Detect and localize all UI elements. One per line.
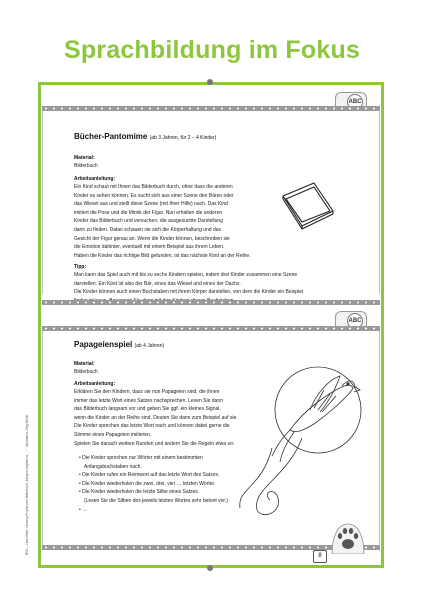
rule-item [79,488,228,497]
bullet-icon: • [79,480,81,487]
card1-material-label: Material: [74,155,95,161]
parrot-icon [232,338,368,520]
rule-text: Die Kinder wiederholen die zwei, drei, vier … letzten Wörter. [82,480,216,487]
bullet-icon: • [79,489,81,496]
rule-text: (Lesen Sie die Silben des jeweils letzten Wortes sehr betont vor.) [84,497,228,504]
rule-text: Die Kinder sprechen nur Wörter mit einem bestimmten [82,455,203,461]
card2-instructions [74,388,238,448]
rule-item [79,480,228,489]
rule-item [79,463,228,472]
text-line: Spielen Sie danach weitere Runden und ändern Sie die Regeln etwa so: [74,440,235,447]
card2-rules [79,454,228,514]
rule-item [79,471,228,480]
card1-bottom-strip [42,300,380,305]
card1-top-strip [42,106,380,111]
text-line: Ein Kind schaut mit Ihnen das Bilderbuch durch, ohne dass die anderen [74,184,233,190]
card1-material-value: Bilderbuch [74,163,98,169]
paw-print-icon [328,518,368,554]
text-line: immer das letzte Wort eines Satzes nachsprechen. Lesen Sie dann [74,397,223,404]
bullet-icon: • [79,506,81,513]
card2-title [74,340,164,349]
text-line: Man kann das Spiel auch mit bis zu sechs Kindern spielen, indem drei Kinder zusammen eine Szene [74,272,298,278]
text-line: Die Kinder können auch einen Buchstaben mit ihrem Körper darstellen, von dem die Kinder ein Beispiel [74,289,304,296]
text-line: darstellen. Ein Kind ist also der Bär, eines das Wiesel und eines der Dachs. [74,280,241,287]
text-line: Gesicht der Figur genau an. Wenn die Kinder können, beschreiben sie [74,235,230,242]
card1-instructions-label: Arbeitsanleitung: [74,176,116,182]
card1-title [74,132,216,141]
text-line: Haben die Kinder das richtige Bild gefunden, ist das nächste Kind an der Reihe. [74,252,251,259]
text-line: das Bilderbuch langsam vor und geben Sie ggf. ein kleines Signal, [74,406,221,413]
text-line: Erklären Sie den Kindern, dass sie nun Papageien sind, die ihnen [74,389,220,395]
text-line: Kinder es sehen können. Es sucht sich aus einer Szene den Bären oder [74,192,234,199]
text-line: das Wiesel aus und stellt diese Szene (mit Ihrer Hilfe) nach. Das Kind [74,201,228,208]
rule-text: Die Kinder wiederholen die letzte Silbe eines Satzes. [82,489,200,496]
card1-title-text: Bücher-Pantomime [74,132,148,141]
abc-icon: ABC [347,94,363,110]
rule-item [79,497,228,506]
bullet-icon: • [79,472,81,479]
card2-title-text: Papageienspiel [74,340,133,349]
card1-tip-label: Tipp: [74,264,87,270]
rule-item [79,454,228,463]
rule-item [79,506,228,515]
text-line: Kinder das Bilderbuch und versuchen, die ausgesuchte Darstellung [74,218,223,225]
text-line: wenn die Kinder an der Reihe sind. Deuten Sie dann zum Beispiel auf sie. [74,414,238,421]
copyright-note: BVK – Lara Mode: Literacy-Projekt zum Bilderbuch „Morgen beginnt es …“ · Illustration: Jörg Mühle [25,414,29,555]
bottom-binding-dot-icon [207,565,213,571]
text-line: Stimme eines Papageien imitieren. [74,431,152,438]
page-title: Sprachbildung im Fokus [63,36,361,64]
card1-instructions [74,183,251,260]
bullet-icon: • [79,455,81,461]
page-number: 8 [313,550,327,563]
rule-text: Anfangsbuchstaben nach. [84,463,142,470]
book-icon [280,180,336,230]
card2-top-strip [42,326,380,331]
text-line: Die Kinder sprechen das letzte Wort nach und können dabei gerne die [74,423,230,430]
card2-material-value: Bilderbuch [74,369,98,375]
text-line: die Emotion dahinter, eventuell mit einem Beispiel aus ihrem Leben. [74,244,225,251]
text-line: darin zu finden. Dabei schauen sie sich die Körperhaltung und das [74,226,222,233]
rule-text: … [82,506,88,513]
top-binding-dot-icon [207,79,213,85]
text-line: imitiert die Pose und die Mimik der Figur. Nun erhalten die anderen [74,209,223,216]
abc-icon: ABC [347,313,363,329]
card1-subtitle: (ab 3 Jahren, für 2 – 4 Kinder) [149,135,217,141]
card2-instructions-label: Arbeitsanleitung: [74,381,116,387]
card2-subtitle: (ab 4 Jahren) [134,343,165,349]
rule-text: Die Kinder rufen ein Reimwort auf das letzte Wort des Satzes. [82,472,220,479]
card2-material-label: Material: [74,361,95,367]
